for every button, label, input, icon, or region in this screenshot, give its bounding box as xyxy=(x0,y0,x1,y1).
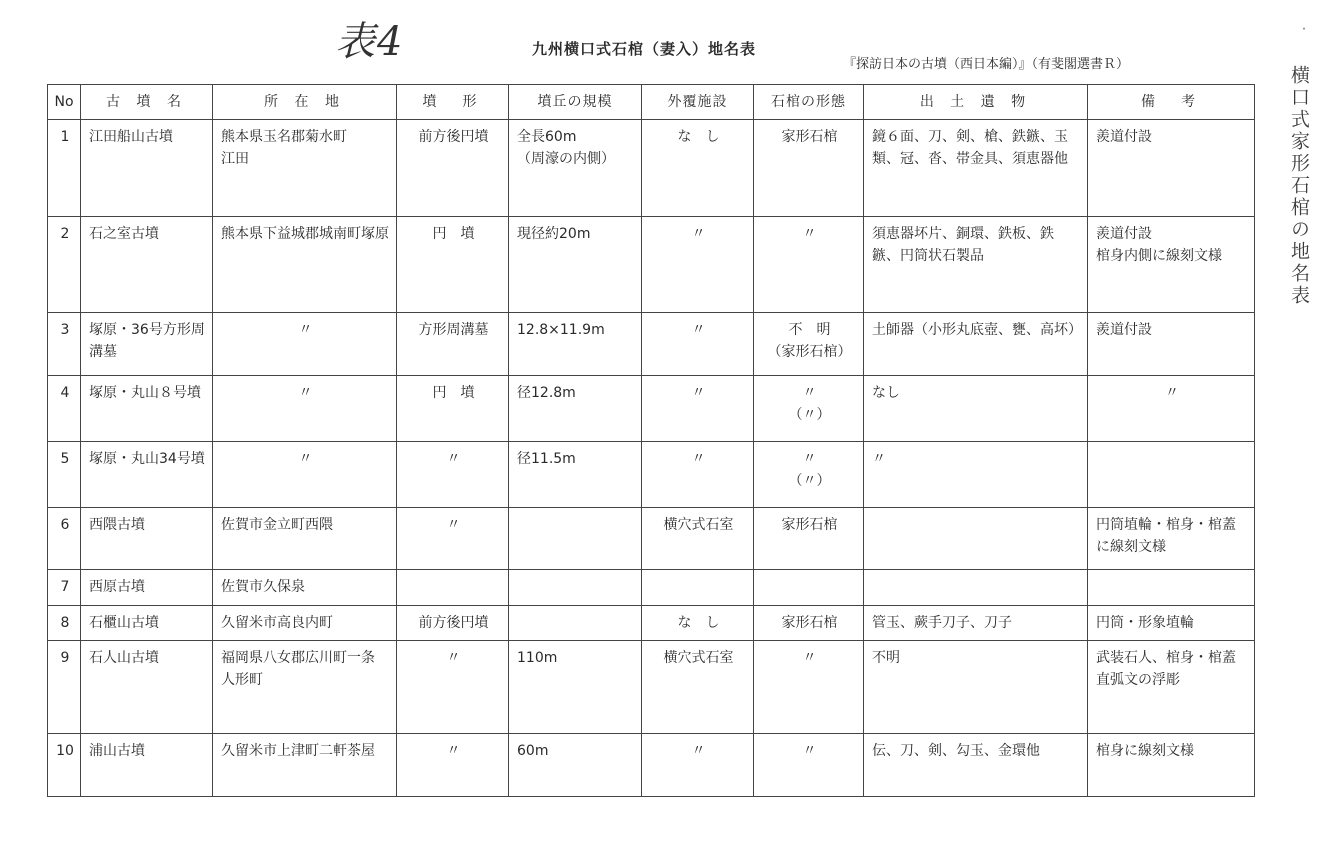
cell-cover: 〃 xyxy=(642,442,754,508)
cell-name: 西隈古墳 xyxy=(81,508,213,570)
table-row xyxy=(48,734,1255,797)
cell-no: 2 xyxy=(48,217,81,313)
cell-name: 石人山古墳 xyxy=(81,641,213,734)
cell-scale: 全長60m （周濠の内側） xyxy=(509,120,642,217)
table-header-row xyxy=(48,85,1255,120)
cell-location: 〃 xyxy=(213,313,397,376)
cell-coffin: 不 明 （家形石棺） xyxy=(754,313,864,376)
table-row xyxy=(48,313,1255,376)
cell-name: 江田船山古墳 xyxy=(81,120,213,217)
cell-name: 浦山古墳 xyxy=(81,734,213,797)
cell-shape: 円 墳 xyxy=(397,376,509,442)
cell-location: 熊本県玉名郡菊水町 江田 xyxy=(213,120,397,217)
cell-shape: 〃 xyxy=(397,734,509,797)
site-table xyxy=(47,84,1255,797)
cell-location: 〃 xyxy=(213,442,397,508)
cell-shape xyxy=(397,570,509,606)
cell-name: 塚原・36号方形周溝墓 xyxy=(81,313,213,376)
cell-artifacts xyxy=(864,570,1088,606)
cell-no: 1 xyxy=(48,120,81,217)
cell-notes: 羨道付設 棺身内側に線刻文様 xyxy=(1088,217,1255,313)
cell-artifacts: 〃 xyxy=(864,442,1088,508)
cell-artifacts: なし xyxy=(864,376,1088,442)
cell-scale: 径12.8m xyxy=(509,376,642,442)
table-row xyxy=(48,508,1255,570)
cell-coffin: 家形石棺 xyxy=(754,508,864,570)
cell-location: 〃 xyxy=(213,376,397,442)
cell-notes xyxy=(1088,442,1255,508)
header-scale: 墳丘の規模 xyxy=(509,85,642,120)
cell-coffin: 〃 xyxy=(754,217,864,313)
cell-coffin: 家形石棺 xyxy=(754,120,864,217)
cell-cover: 〃 xyxy=(642,217,754,313)
cell-name: 西原古墳 xyxy=(81,570,213,606)
header-shape: 墳 形 xyxy=(397,85,509,120)
cell-location: 久留米市上津町二軒茶屋 xyxy=(213,734,397,797)
margin-mark: ・ xyxy=(1298,22,1311,36)
cell-no: 8 xyxy=(48,606,81,641)
cell-no: 6 xyxy=(48,508,81,570)
cell-scale: 径11.5m xyxy=(509,442,642,508)
cell-scale: 現径約20m xyxy=(509,217,642,313)
cell-no: 3 xyxy=(48,313,81,376)
cell-no: 9 xyxy=(48,641,81,734)
cell-coffin xyxy=(754,570,864,606)
cell-name: 石櫃山古墳 xyxy=(81,606,213,641)
header-notes: 備 考 xyxy=(1088,85,1255,120)
cell-location: 熊本県下益城郡城南町塚原 xyxy=(213,217,397,313)
cell-scale xyxy=(509,570,642,606)
cell-cover: 横穴式石室 xyxy=(642,508,754,570)
cell-artifacts xyxy=(864,508,1088,570)
cell-no: 10 xyxy=(48,734,81,797)
cell-notes: 羨道付設 xyxy=(1088,313,1255,376)
cell-notes: 〃 xyxy=(1088,376,1255,442)
cell-artifacts: 須恵器坏片、銅環、鉄板、鉄鏃、円筒状石製品 xyxy=(864,217,1088,313)
cell-scale xyxy=(509,606,642,641)
cell-coffin: 家形石棺 xyxy=(754,606,864,641)
cell-cover xyxy=(642,570,754,606)
cell-shape: 前方後円墳 xyxy=(397,606,509,641)
cell-no: 5 xyxy=(48,442,81,508)
cell-artifacts: 不明 xyxy=(864,641,1088,734)
cell-notes: 棺身に線刻文様 xyxy=(1088,734,1255,797)
cell-scale: 60m xyxy=(509,734,642,797)
table-row xyxy=(48,442,1255,508)
table-row xyxy=(48,376,1255,442)
source-citation: 『探訪日本の古墳（西日本編）』（有斐閣選書Ｒ） xyxy=(843,57,1130,72)
header-artifacts: 出 土 遺 物 xyxy=(864,85,1088,120)
cell-scale: 12.8×11.9m xyxy=(509,313,642,376)
cell-shape: 〃 xyxy=(397,442,509,508)
cell-cover: 〃 xyxy=(642,734,754,797)
document-title: 九州横口式石棺（妻入）地名表 xyxy=(532,40,757,58)
cell-artifacts: 管玉、蕨手刀子、刀子 xyxy=(864,606,1088,641)
cell-name: 塚原・丸山８号墳 xyxy=(81,376,213,442)
header-coffin: 石棺の形態 xyxy=(754,85,864,120)
cell-cover: 〃 xyxy=(642,313,754,376)
cell-shape: 円 墳 xyxy=(397,217,509,313)
cell-location: 佐賀市金立町西隈 xyxy=(213,508,397,570)
cell-scale xyxy=(509,508,642,570)
cell-cover: 横穴式石室 xyxy=(642,641,754,734)
table-row xyxy=(48,120,1255,217)
cell-artifacts: 土師器（小形丸底壺、甕、高坏） xyxy=(864,313,1088,376)
header-cover: 外覆施設 xyxy=(642,85,754,120)
header-no: No xyxy=(48,85,81,120)
cell-name: 石之室古墳 xyxy=(81,217,213,313)
header-name: 古 墳 名 xyxy=(81,85,213,120)
table-row xyxy=(48,641,1255,734)
cell-location: 福岡県八女郡広川町一条 人形町 xyxy=(213,641,397,734)
cell-notes xyxy=(1088,570,1255,606)
table-row xyxy=(48,217,1255,313)
header-location: 所 在 地 xyxy=(213,85,397,120)
cell-no: 4 xyxy=(48,376,81,442)
cell-name: 塚原・丸山34号墳 xyxy=(81,442,213,508)
cell-cover: な し xyxy=(642,120,754,217)
cell-artifacts: 伝、刀、剣、勾玉、金環他 xyxy=(864,734,1088,797)
cell-shape: 前方後円墳 xyxy=(397,120,509,217)
cell-coffin: 〃 （〃） xyxy=(754,442,864,508)
cell-cover: な し xyxy=(642,606,754,641)
table-row xyxy=(48,606,1255,641)
handwritten-title: 表4 xyxy=(335,19,405,65)
cell-notes: 円筒・形象埴輪 xyxy=(1088,606,1255,641)
cell-cover: 〃 xyxy=(642,376,754,442)
table-row xyxy=(48,570,1255,606)
cell-coffin: 〃 xyxy=(754,734,864,797)
cell-location: 久留米市高良内町 xyxy=(213,606,397,641)
cell-coffin: 〃 xyxy=(754,641,864,734)
cell-no: 7 xyxy=(48,570,81,606)
cell-notes: 円筒埴輪・棺身・棺蓋に線刻文様 xyxy=(1088,508,1255,570)
cell-notes: 武装石人、棺身・棺蓋直弧文の浮彫 xyxy=(1088,641,1255,734)
cell-location: 佐賀市久保泉 xyxy=(213,570,397,606)
cell-shape: 〃 xyxy=(397,508,509,570)
cell-shape: 〃 xyxy=(397,641,509,734)
cell-notes: 羨道付設 xyxy=(1088,120,1255,217)
cell-coffin: 〃 （〃） xyxy=(754,376,864,442)
cell-scale: 110m xyxy=(509,641,642,734)
cell-artifacts: 鏡６面、刀、剣、槍、鉄鏃、玉類、冠、沓、帯金具、須恵器他 xyxy=(864,120,1088,217)
side-caption: 横口式家形石棺の地名表 xyxy=(1288,65,1310,307)
cell-shape: 方形周溝墓 xyxy=(397,313,509,376)
